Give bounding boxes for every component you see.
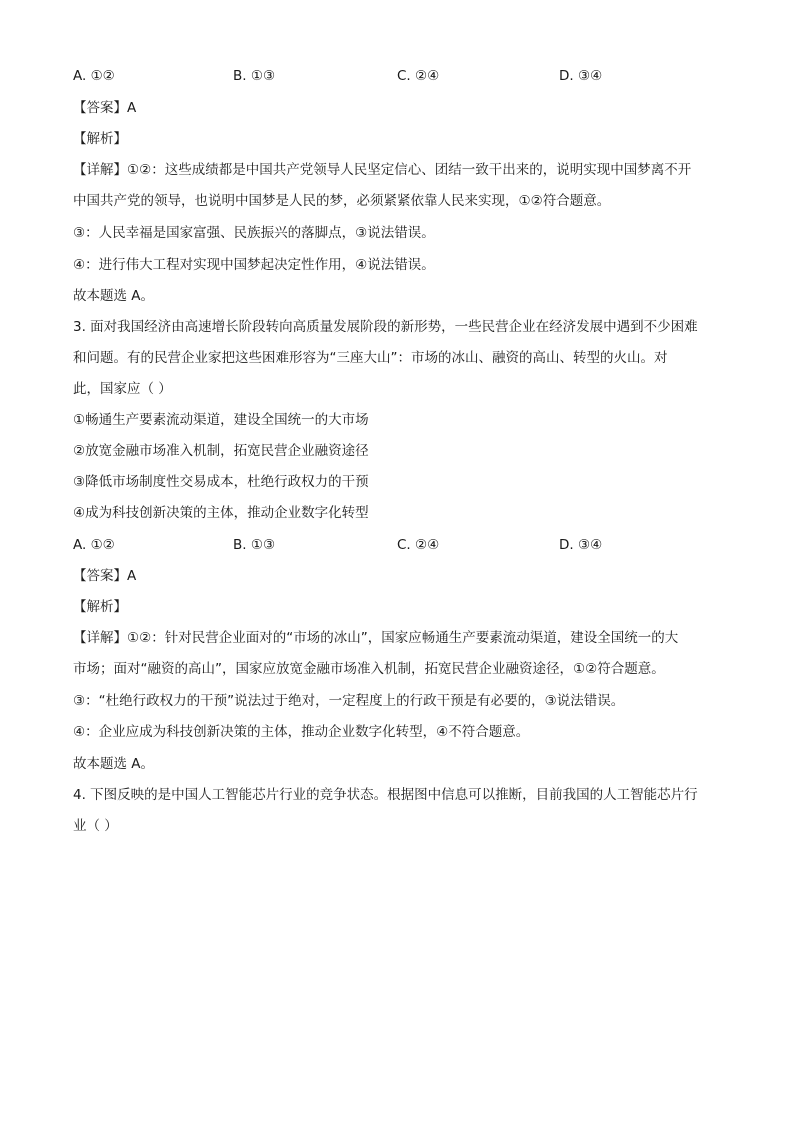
- option-a: A. ①②: [73, 68, 115, 84]
- question-stem: 4. 下图反映的是中国人工智能芯片行业的竞争状态。根据图中信息可以推断，目前我国的人工智能芯片行: [73, 787, 698, 803]
- question-stem: 此，国家应（ ）: [73, 381, 172, 397]
- conclusion: 故本题选 A。: [73, 756, 155, 772]
- option-a: A. ①②: [73, 537, 115, 553]
- answer-label: 【答案】A: [73, 100, 137, 116]
- statement-item: ③降低市场制度性交易成本，杜绝行政权力的干预: [73, 474, 369, 490]
- answer-options: [73, 66, 733, 86]
- conclusion: 故本题选 A。: [73, 288, 155, 304]
- question-stem: 业（ ）: [73, 818, 118, 834]
- detail-line: 市场；面对“融资的高山”，国家应放宽金融市场准入机制，拓宽民营企业融资途径，①②符合题意。: [73, 661, 665, 677]
- option-d: D. ③④: [559, 68, 603, 84]
- option-b: B. ①③: [233, 537, 276, 553]
- detail-line: ④：企业应成为科技创新决策的主体，推动企业数字化转型，④不符合题意。: [73, 724, 530, 740]
- answer-options: [73, 535, 733, 555]
- option-c: C. ②④: [397, 68, 440, 84]
- analysis-label: 【解析】: [73, 131, 127, 147]
- detail-line: 中国共产党的领导，也说明中国梦是人民的梦，必须紧紧依靠人民来实现，①②符合题意。: [73, 193, 611, 209]
- detail-line: ④：进行伟大工程对实现中国梦起决定性作用，④说法错误。: [73, 257, 435, 273]
- detail-line: ③：“杜绝行政权力的干预”说法过于绝对，一定程度上的行政干预是有必要的，③说法错误。: [73, 693, 625, 709]
- detail-line: ③：人民幸福是国家富强、民族振兴的落脚点，③说法错误。: [73, 225, 435, 241]
- option-b: B. ①③: [233, 68, 276, 84]
- question-stem: 和问题。有的民营企业家把这些困难形容为“三座大山”：市场的冰山、融资的高山、转型的火山。对: [73, 350, 668, 366]
- statement-item: ②放宽金融市场准入机制，拓宽民营企业融资途径: [73, 443, 369, 459]
- question-stem: 3. 面对我国经济由高速增长阶段转向高质量发展阶段的新形势，一些民营企业在经济发展中遇到不少困难: [73, 319, 698, 335]
- answer-label: 【答案】A: [73, 568, 137, 584]
- option-c: C. ②④: [397, 537, 440, 553]
- analysis-label: 【解析】: [73, 599, 127, 615]
- statement-item: ①畅通生产要素流动渠道，建设全国统一的大市场: [73, 412, 369, 428]
- detail-line: 【详解】①②：针对民营企业面对的“市场的冰山”，国家应畅通生产要素流动渠道，建设全国统一的大: [73, 630, 679, 646]
- statement-item: ④成为科技创新决策的主体，推动企业数字化转型: [73, 505, 369, 521]
- detail-line: 【详解】①②：这些成绩都是中国共产党领导人民坚定信心、团结一致干出来的，说明实现中国梦离不开: [73, 162, 692, 178]
- option-d: D. ③④: [559, 537, 603, 553]
